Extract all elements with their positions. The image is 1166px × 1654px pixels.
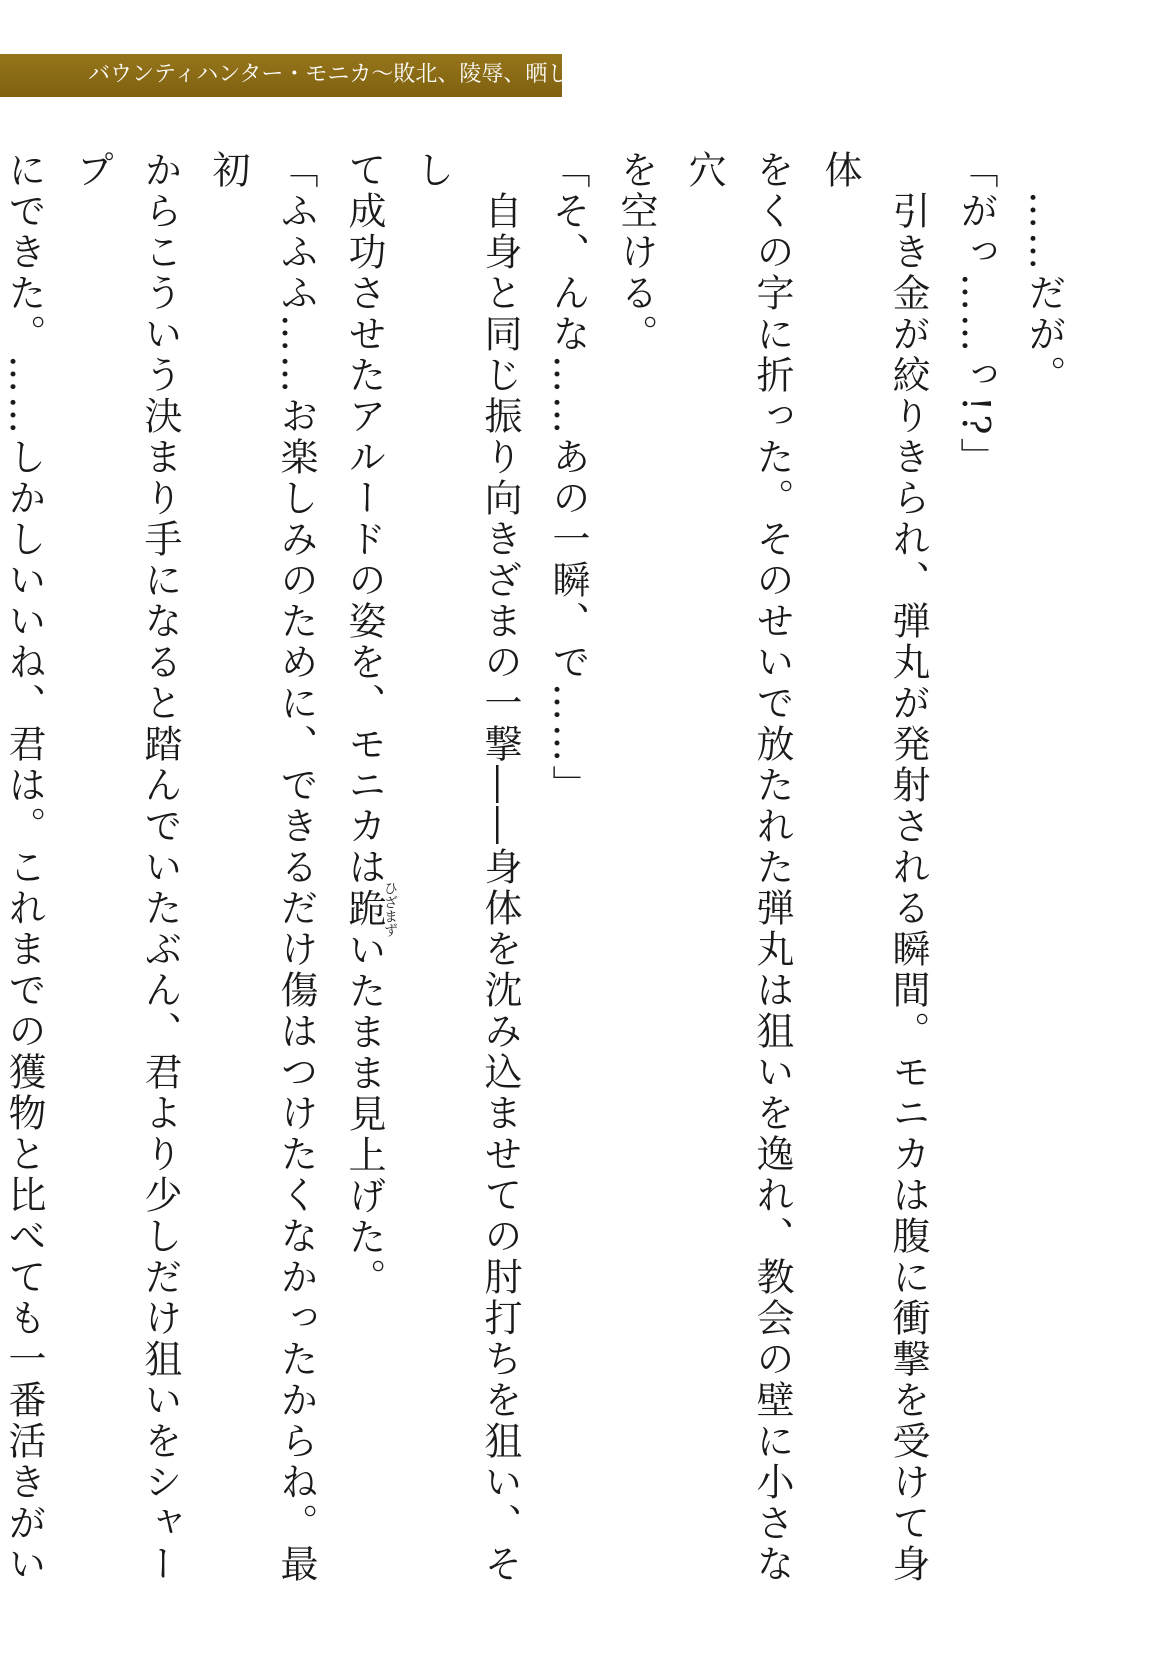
running-header-title: バウンティハンター・モニカ～敗北、陵辱、晒し者～ <box>88 62 614 87</box>
text-line: 引き金が絞りきられ、弾丸が発射される瞬間。モニカは腹に衝撃を受けて身体 <box>818 150 930 1585</box>
text-line: 「ふふふ……お楽しみのために、できるだけ傷はつけたくなかったからね。最初 <box>206 150 318 1585</box>
ruby-base: 跪 <box>342 881 386 937</box>
text-line: 自身と同じ振り向きざまの一撃――身体を沈み込ませての肘打ちを狙い、そし <box>410 150 522 1585</box>
text-line: 「がっ……っ!?」 <box>954 150 998 479</box>
ruby-annotation <box>342 881 398 937</box>
text-line: からこういう決まり手になると踏んでいたぶん、君より少しだけ狙いをシャープ <box>70 150 182 1585</box>
text-line: にできた。……しかしいいね、君は。これまでの獲物と比べても一番活きがい <box>2 150 46 1585</box>
text-line-with-ruby <box>330 150 398 1620</box>
ruby-reading: ひざまず <box>382 881 398 937</box>
text-line: をくの字に折った。そのせいで放たれた弾丸は狙いを逸れ、教会の壁に小さな穴 <box>682 150 794 1585</box>
text-line: を空ける。 <box>614 150 658 355</box>
text-line: 「そ、んな……あの一瞬、で……」 <box>546 150 590 806</box>
text-line: ……だが。 <box>1022 150 1066 396</box>
text-segment: いたまま見上げた。 <box>342 930 386 1299</box>
text-segment: て成功させたアルードの姿を、モニカは <box>342 150 386 888</box>
vertical-text-body <box>2 150 1078 1620</box>
